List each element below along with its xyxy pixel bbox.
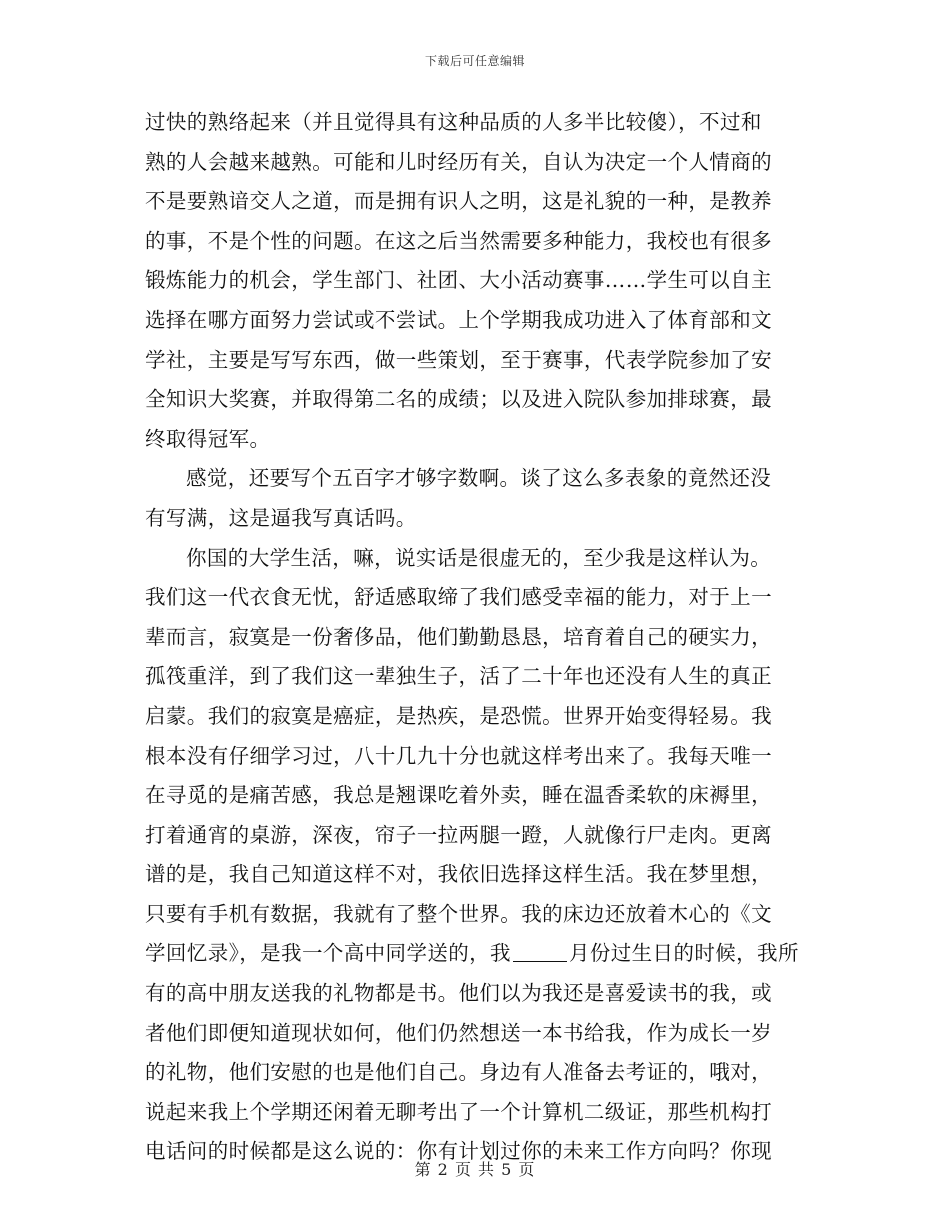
text-line: 谱的是，我自己知道这样不对，我依旧选择这样生活。我在梦里想， bbox=[145, 862, 772, 887]
text-line: 锻炼能力的机会，学生部门、社团、大小活动赛事……学生可以自主 bbox=[145, 268, 772, 293]
text-line: 你国的大学生活，嘛，说实话是很虚无的，至少我是这样认为。 bbox=[186, 545, 772, 570]
text-line: 有写满，这是逼我写真话吗。 bbox=[145, 505, 417, 530]
text-line: 启蒙。我们的寂寞是癌症，是热疾，是恐慌。世界开始变得轻易。我 bbox=[145, 703, 772, 728]
text-line-with-blank bbox=[145, 934, 805, 974]
text-line: 辈而言，寂寞是一份奢侈品，他们勤勤恳恳，培育着自己的硬实力， bbox=[145, 624, 772, 649]
text-line: 者他们即便知道现状如何，他们仍然想送一本书给我，作为成长一岁 bbox=[145, 1020, 772, 1045]
blank-line-prefix: 学回忆录》，是我一个高中同学送的，我 bbox=[145, 941, 511, 966]
text-line: 熟的人会越来越熟。可能和儿时经历有关，自认为决定一个人情商的 bbox=[145, 149, 772, 174]
text-line: 有的高中朋友送我的礼物都是书。他们以为我还是喜爱读书的我，或 bbox=[145, 981, 772, 1006]
fill-in-blank bbox=[513, 937, 567, 962]
text-line: 终取得冠军。 bbox=[145, 426, 271, 451]
page-footer: 第 2 页 共 5 页 bbox=[414, 1160, 536, 1179]
text-line: 感觉，还要写个五百字才够字数啊。谈了这么多表象的竟然还没 bbox=[186, 466, 772, 491]
blank-line-suffix: 月份过生日的时候，我所 bbox=[568, 941, 799, 966]
text-block-top bbox=[145, 103, 805, 934]
text-line: 打着通宵的桌游，深夜，帘子一拉两腿一蹬，人就像行尸走肉。更离 bbox=[145, 822, 772, 847]
text-line: 电话问的时候都是这么说的：你有计划过你的未来工作方向吗？你现 bbox=[145, 1139, 772, 1164]
text-line: 的事，不是个性的问题。在这之后当然需要多种能力，我校也有很多 bbox=[145, 228, 772, 253]
text-line: 学社，主要是写写东西，做一些策划，至于赛事，代表学院参加了安 bbox=[145, 347, 772, 372]
text-line: 过快的熟络起来（并且觉得具有这种品质的人多半比较傻），不过和 bbox=[145, 110, 762, 134]
text-line: 孤筏重洋，到了我们这一辈独生子，活了二十年也还没有人生的真正 bbox=[145, 664, 772, 689]
text-line: 说起来我上个学期还闲着无聊考出了一个计算机二级证，那些机构打 bbox=[145, 1099, 772, 1124]
text-line: 选择在哪方面努力尝试或不尝试。上个学期我成功进入了体育部和文 bbox=[145, 307, 772, 332]
text-line: 不是要熟谙交人之道，而是拥有识人之明，这是礼貌的一种，是教养 bbox=[145, 189, 772, 214]
page-header: 下载后可任意编辑 bbox=[424, 54, 525, 68]
document-body bbox=[145, 103, 805, 1172]
text-line: 全知识大奖赛，并取得第二名的成绩；以及进入院队参加排球赛，最 bbox=[145, 387, 772, 412]
text-line: 根本没有仔细学习过，八十几九十分也就这样考出来了。我每天唯一 bbox=[145, 743, 772, 768]
text-line: 我们这一代衣食无忧，舒适感取缔了我们感受幸福的能力，对于上一 bbox=[145, 585, 772, 610]
text-block-bottom bbox=[145, 974, 805, 1172]
text-line: 在寻觅的是痛苦感，我总是翘课吃着外卖，睡在温香柔软的床褥里， bbox=[145, 783, 772, 808]
text-line: 只要有手机有数据，我就有了整个世界。我的床边还放着木心的《文 bbox=[145, 901, 772, 926]
text-line: 的礼物，他们安慰的也是他们自己。身边有人准备去考证的，哦对， bbox=[145, 1060, 772, 1085]
